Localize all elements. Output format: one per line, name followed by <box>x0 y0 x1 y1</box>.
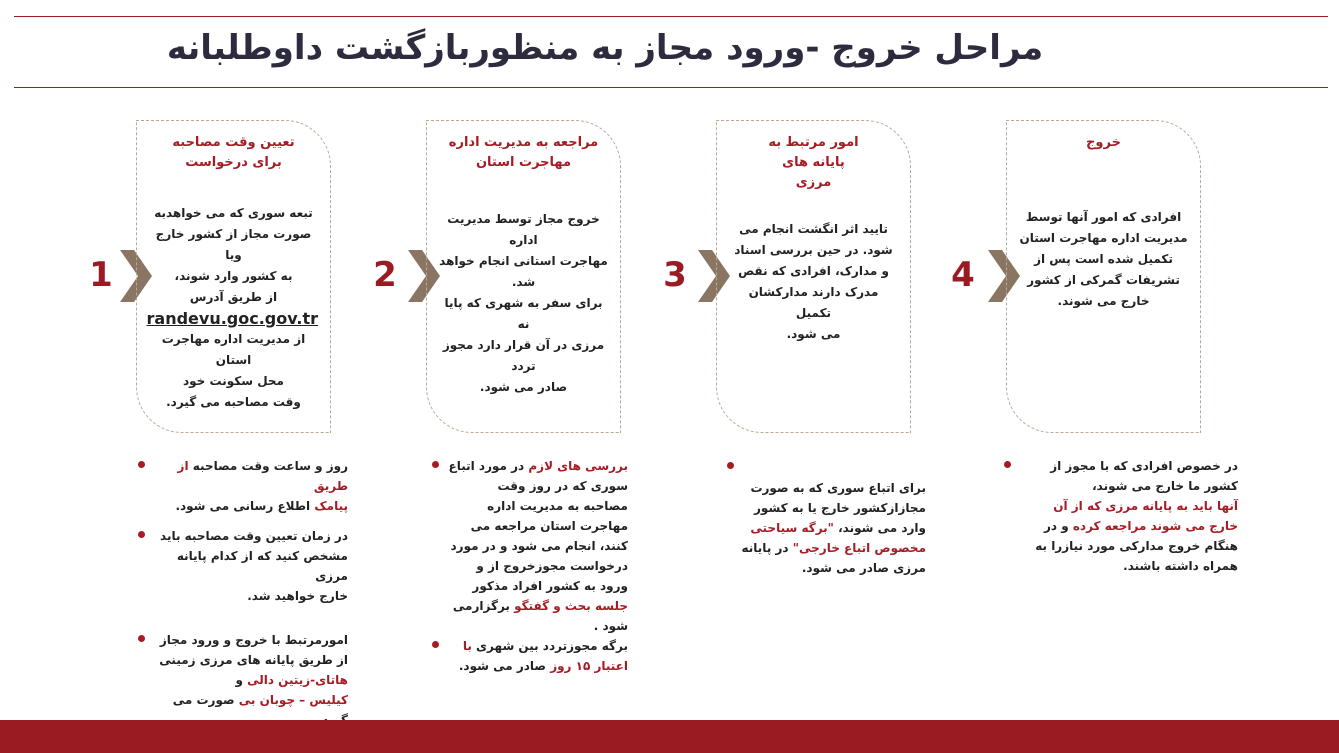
title-underline <box>14 87 1328 88</box>
step-card-body: خروج مجاز توسط مدیریت اداره مهاجرت استانی انجام خواهد شد. برای سفر به شهری که پایا نه مرزی در آن قرار دارد مجوز تردد صادر می شود. <box>439 212 608 394</box>
step-card-title: خروج <box>1086 135 1121 150</box>
list-item: برگه مجوزتردد بین شهری با اعتبار ۱۵ روز صادر می شود. <box>448 636 630 676</box>
bullet-dot-icon <box>432 461 439 468</box>
list-item: در خصوص افرادی که با مجوز از کشور ما خارج می شوند، آنها باید به پایانه مرزی که از آن خارج می شوند مراجعه کرده و در هنگام خروج مدارکی مورد نیازرا به همراه داشته باشند. <box>1030 456 1240 576</box>
footer-bar <box>0 720 1339 753</box>
step-number-2: 2 <box>373 255 397 295</box>
step-card-title: تعیین وقت مصاحبه برای درخواست <box>172 135 295 170</box>
bullet-dot-icon <box>138 461 145 468</box>
step-notes-4 <box>1030 456 1240 576</box>
step-card-body: افرادی که امور آنها توسط مدیریت اداره مهاجرت استان تکمیل شده است پس از تشریفات گمرکی از کشور خارج می شوند. <box>1019 210 1188 308</box>
bullet-dot-icon <box>138 635 145 642</box>
bullet-dot-icon <box>432 641 439 648</box>
bullet-dot-icon <box>727 462 734 469</box>
step-card-2 <box>426 120 621 433</box>
bullet-dot-icon <box>1004 461 1011 468</box>
top-rule <box>14 16 1328 17</box>
step-card-title: امور مرتبط به پایانه های مرزی <box>768 135 859 190</box>
list-item: بررسی های لازم در مورد اتباع سوری که در روز وقت مصاحبه به مدیریت اداره مهاجرت استان مراجعه می کنند، انجام می شود و در مورد درخواست مجوزخروج از و ورود به کشور افراد مذکور جلسه بحث و گفتگو برگزارمی شود . <box>448 456 630 636</box>
step-notes-1 <box>150 456 350 730</box>
step-card-body: تبعه سوری که می خواهدبه صورت مجاز از کشور خارج ویا به کشور وارد شوند، از طریق آدرس randevu.goc.gov.tr از مدیریت اداره مهاجرت استان محل سکونت خود وقت مصاحبه می گیرد. <box>146 206 318 409</box>
step-card-title: مراجعه به مدیریت اداره مهاجرت استان <box>448 135 599 170</box>
list-item: برای اتباع سوری که به صورت مجازازکشور خارج یا به کشور وارد می شوند، "برگه سیاحتی مخصوص اتباع خارجی" در پایانه مرزی صادر می شود. <box>741 481 926 575</box>
page-title: مراحل خروج -ورود مجاز به منظوربازگشت داوطلبانه <box>166 28 1044 68</box>
step-card-3 <box>716 120 911 433</box>
step-notes-2 <box>448 456 630 676</box>
step-card-body: تایید اثر انگشت انجام می شود. در حین بررسی اسناد و مدارک، افرادی که نقص مدرک دارند مدارکشان تکمیل می شود. <box>734 222 893 341</box>
step-card-1 <box>136 120 331 433</box>
step-number-3: 3 <box>663 255 687 295</box>
appointment-url-link[interactable]: randevu.goc.gov.tr <box>146 309 318 328</box>
list-item: امورمرتبط با خروج و ورود مجاز از طریق پایانه های مرزی زمینی هاتای-زیتین دالی و کیلیس – چوبان بی صورت می <box>150 630 350 730</box>
step-number-4: 4 <box>951 255 975 295</box>
step-notes-3 <box>738 478 928 578</box>
list-item: در زمان تعیین وقت مصاحبه باید مشخص کنید که از کدام پایانه مرزی خارج خواهید شد. <box>150 526 350 606</box>
step-number-1: 1 <box>89 255 113 295</box>
list-item: روز و ساعت وقت مصاحبه از طریق پیامک اطلاع رسانی می شود. <box>150 456 350 516</box>
bullet-dot-icon <box>138 531 145 538</box>
step-card-4 <box>1006 120 1201 433</box>
